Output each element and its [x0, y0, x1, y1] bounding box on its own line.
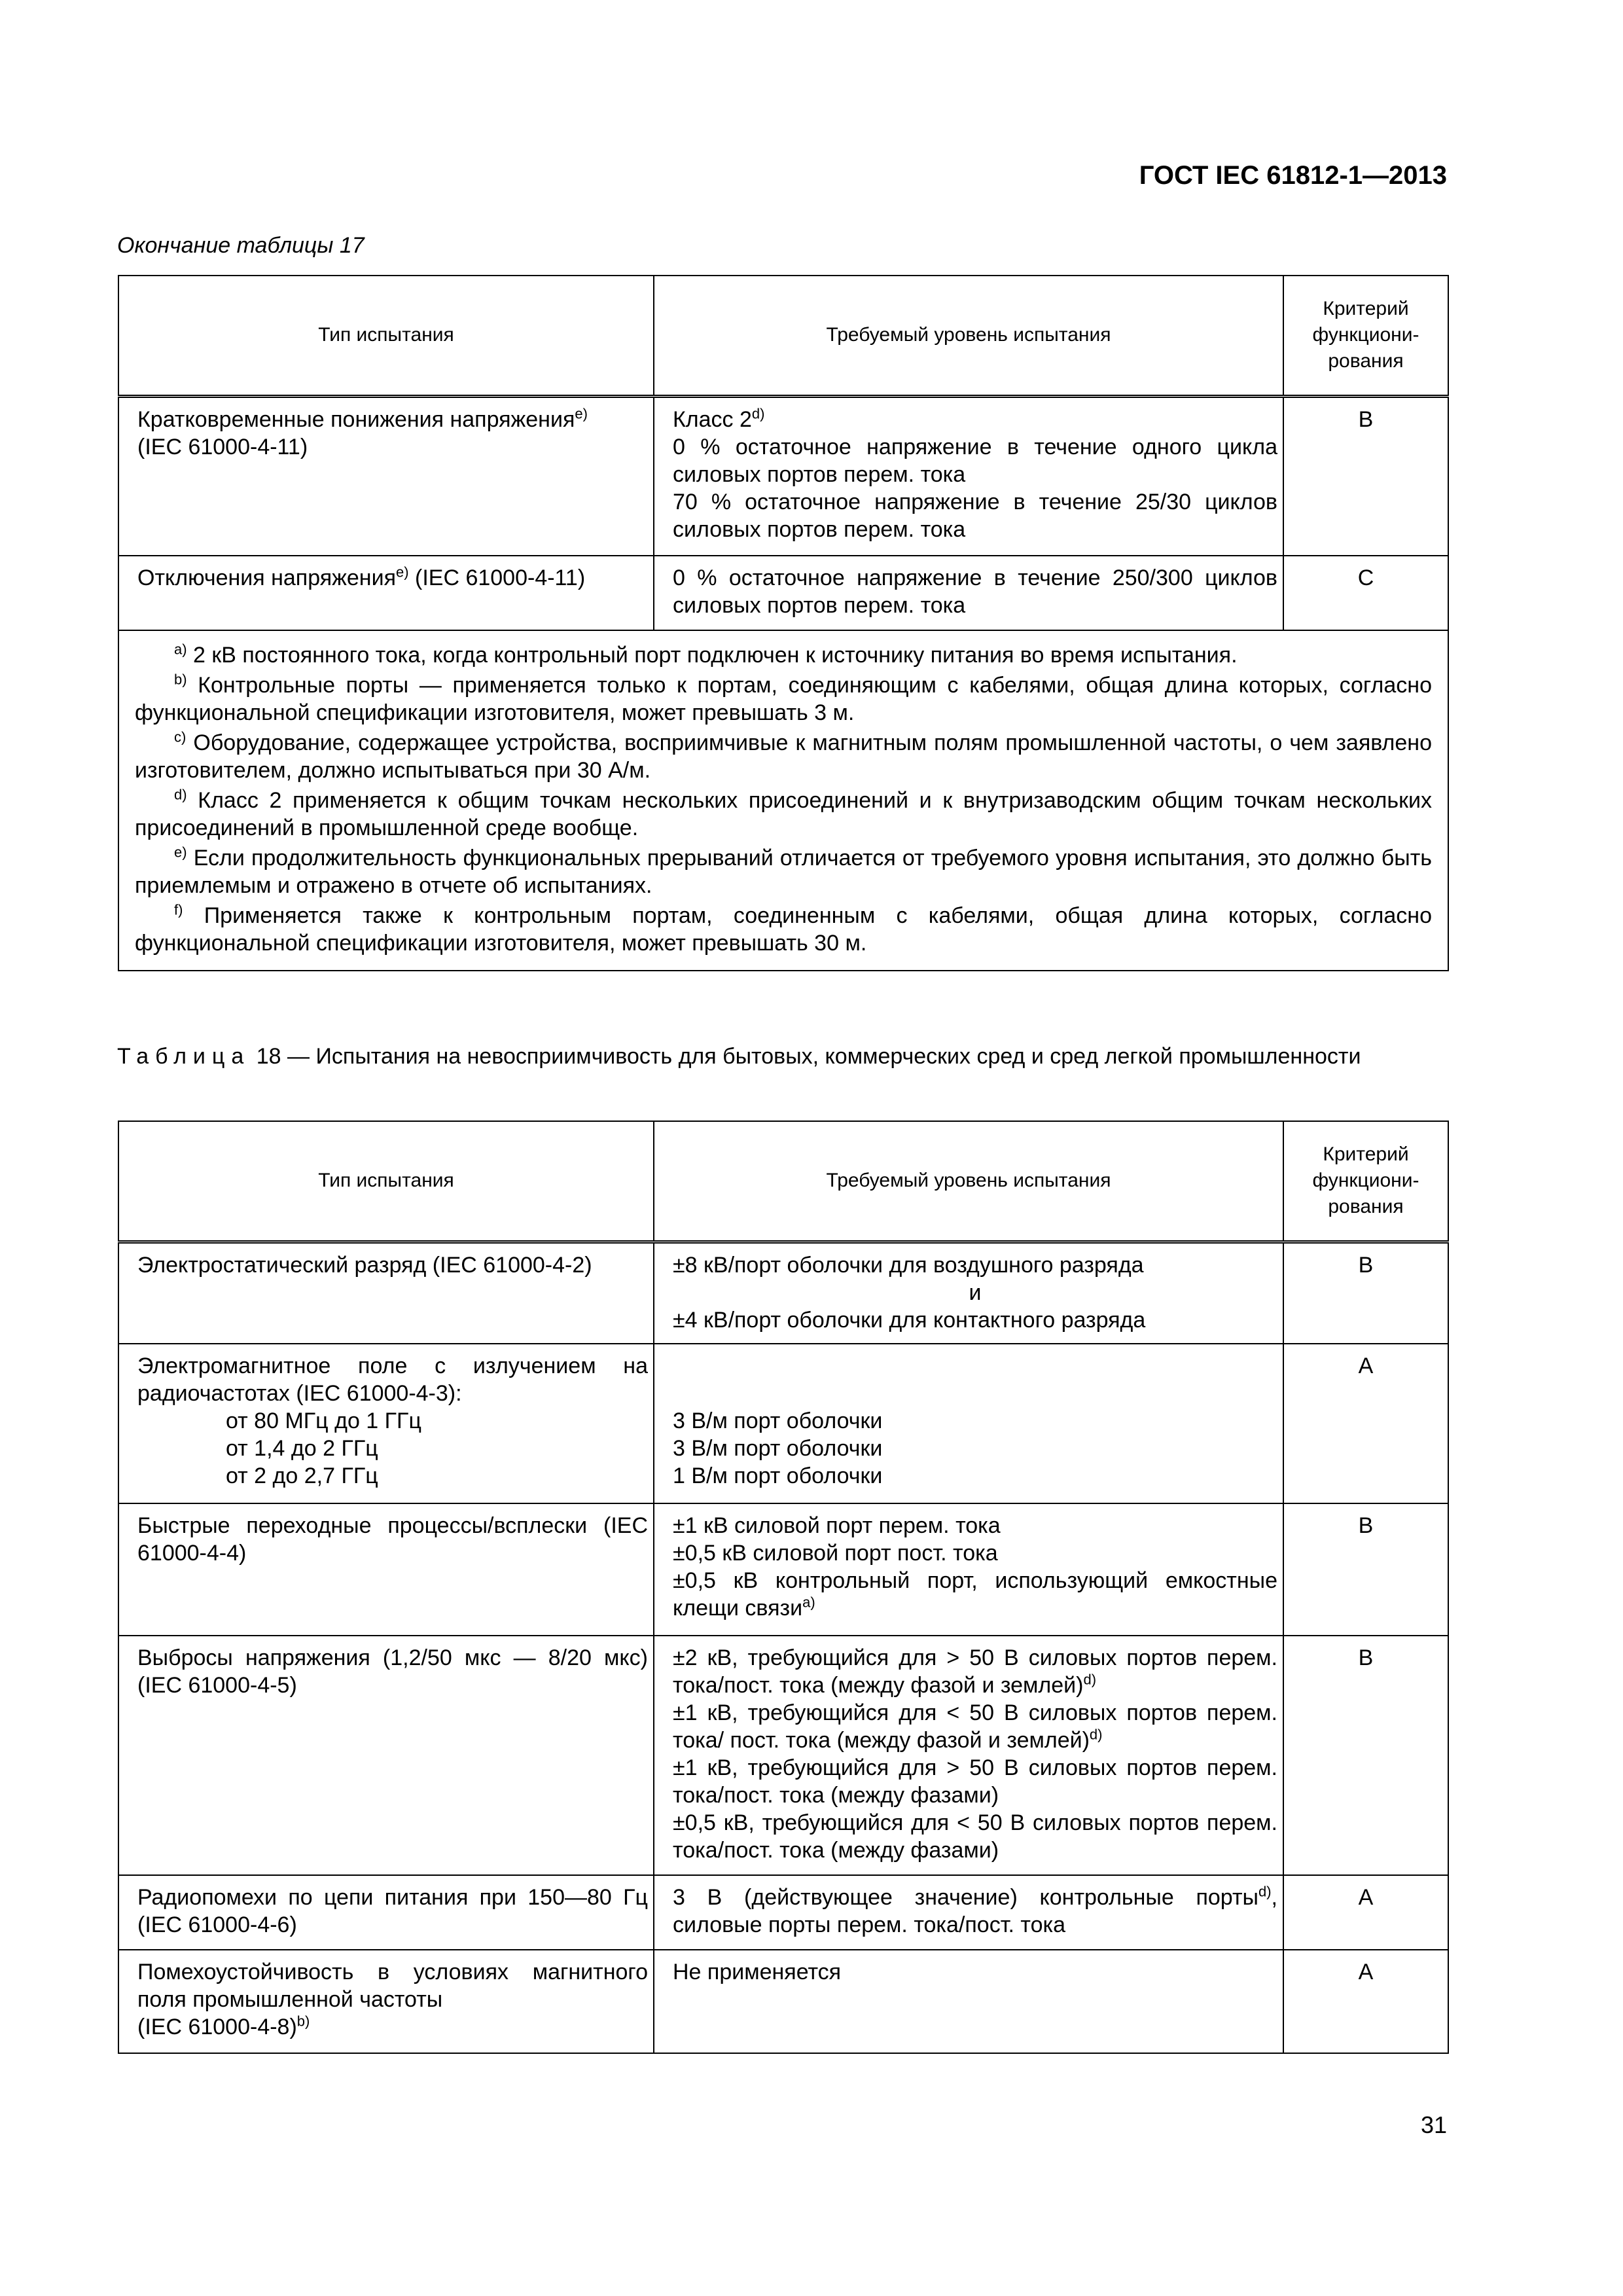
cell-required-level	[654, 1636, 1283, 1875]
table-row	[118, 1503, 1448, 1636]
footnote-text: Применяется также к контрольным портам, соединенным с кабелями, общая длина которых, согласно функциональной спецификации изготовителя, может превышать 30 м.	[135, 903, 1432, 956]
notes-row	[118, 630, 1448, 971]
cell-criterion: A	[1283, 1875, 1448, 1950]
cell-criterion: A	[1283, 1344, 1448, 1503]
test-type-text: Отключения напряжения	[137, 565, 396, 590]
cell-required-level	[654, 1875, 1283, 1950]
level-line: ±1 кВ силовой порт перем. тока	[673, 1513, 1001, 1538]
cell-test-type	[118, 1344, 654, 1503]
test-type-ref	[137, 2013, 648, 2041]
level-text: ±1 кВ, требующийся для < 50 В силовых портов перем. тока/ пост. тока (между фазой и землей)	[673, 1700, 1277, 1753]
test-type-text: Электромагнитное поле с излучением на радиочастотах (IEC 61000-4-3):	[137, 1354, 648, 1406]
footnote	[135, 787, 1432, 842]
table-row	[118, 556, 1448, 630]
table-17-notes	[118, 630, 1448, 971]
table-header-row	[118, 276, 1448, 396]
footnote-mark: d)	[1083, 1671, 1097, 1688]
level-line: 0 % остаточное напряжение в течение одного цикла силовых портов перем. тока	[673, 434, 1277, 487]
cell-required-level: 0 % остаточное напряжение в течение 250/300 циклов силовых портов перем. тока	[654, 556, 1283, 630]
level-line: ±0,5 кВ, требующийся для < 50 В силовых портов перем. тока/пост. тока (между фазами)	[673, 1810, 1277, 1863]
level-line: ±0,5 кВ силовой порт пост. тока	[673, 1541, 998, 1566]
footnote-mark: e)	[575, 405, 588, 422]
page-number: 31	[1420, 2111, 1447, 2138]
table-18-caption	[117, 1042, 1447, 1071]
footnote-mark: a)	[802, 1594, 815, 1611]
level-line: 3 В/м порт оболочки	[673, 1408, 883, 1433]
footnote-mark: f)	[174, 901, 183, 918]
footnote-text: Контрольные порты — применяется только к портам, соединяющим с кабелями, общая длина которых, согласно функциональной спецификации изготовителя, может превышать 3 м.	[135, 673, 1432, 725]
table-row	[118, 1242, 1448, 1344]
footnote	[135, 672, 1432, 726]
level-text: 3 В (действующее значение) контрольные порты	[673, 1885, 1258, 1910]
table-row	[118, 1950, 1448, 2053]
column-header-test-type: Тип испытания	[118, 276, 654, 396]
table-row	[118, 1344, 1448, 1503]
footnote-text: Класс 2 применяется к общим точкам нескольких присоединений и к внутризаводским общим точкам нескольких присоединений в промышленной среде вообще.	[135, 788, 1432, 840]
level-line	[673, 1567, 1277, 1622]
level-conjunction: и	[969, 1280, 982, 1305]
footnote	[135, 641, 1432, 669]
footnote-mark: d)	[1089, 1726, 1103, 1743]
footnote-mark: a)	[174, 641, 187, 658]
footnote-mark: d)	[1258, 1883, 1272, 1900]
level-line: ±1 кВ, требующийся для > 50 В силовых портов перем. тока/пост. тока (между фазами)	[673, 1755, 1277, 1808]
level-line: ±8 кВ/порт оболочки для воздушного разряда	[673, 1252, 1144, 1278]
table-18	[118, 1121, 1449, 2054]
level-line: 70 % остаточное напряжение в течение 25/30 циклов силовых портов перем. тока	[673, 489, 1277, 542]
footnote-mark: b)	[174, 671, 187, 688]
cell-criterion: C	[1283, 556, 1448, 630]
table-17-caption: Окончание таблицы 17	[117, 233, 365, 258]
cell-required-level	[654, 1503, 1283, 1636]
cell-criterion: B	[1283, 1242, 1448, 1344]
cell-required-level	[654, 1242, 1283, 1344]
frequency-range: от 1,4 до 2 ГГц	[226, 1436, 378, 1461]
table-18-caption-label: Таблица	[117, 1044, 251, 1069]
footnote-text: Если продолжительность функциональных прерываний отличается от требуемого уровня испытания, это должно быть приемлемым и отражено в отчете об испытаниях.	[135, 846, 1432, 898]
table-row	[118, 1875, 1448, 1950]
level-line: 3 В/м порт оболочки	[673, 1436, 883, 1461]
column-header-test-type: Тип испытания	[118, 1121, 654, 1242]
footnote-mark: e)	[395, 564, 409, 581]
column-header-required-level: Требуемый уровень испытания	[654, 1121, 1283, 1242]
level-text: , силовые порты перем. тока/пост. тока	[673, 1885, 1277, 1937]
cell-required-level	[654, 1344, 1283, 1503]
level-head: Класс 2	[673, 406, 752, 432]
column-header-criterion: Критерий функциони-рования	[1283, 276, 1448, 396]
table-row	[118, 396, 1448, 556]
cell-criterion: A	[1283, 1950, 1448, 2053]
cell-test-type	[118, 396, 654, 556]
cell-test-type: Радиопомехи по цепи питания при 150—80 Гц (IEC 61000-4-6)	[118, 1875, 654, 1950]
footnote	[135, 729, 1432, 784]
footnote	[135, 902, 1432, 957]
footnote-mark: d)	[751, 405, 765, 422]
footnote-mark: b)	[296, 2013, 310, 2030]
cell-test-type	[118, 1950, 654, 2053]
level-line: ±4 кВ/порт оболочки для контактного разряда	[673, 1307, 1146, 1333]
level-line	[673, 1644, 1277, 1699]
frequency-range: от 80 МГц до 1 ГГц	[226, 1408, 421, 1433]
level-line	[673, 1699, 1277, 1754]
frequency-range: от 2 до 2,7 ГГц	[226, 1463, 378, 1488]
cell-test-type: Электростатический разряд (IEC 61000-4-2)	[118, 1242, 654, 1344]
cell-criterion: B	[1283, 1636, 1448, 1875]
table-17	[118, 275, 1449, 971]
footnote-mark: d)	[174, 786, 187, 803]
table-header-row	[118, 1121, 1448, 1242]
cell-required-level: Не применяется	[654, 1950, 1283, 2053]
cell-required-level	[654, 396, 1283, 556]
cell-test-type: Выбросы напряжения (1,2/50 мкс — 8/20 мкс) (IEC 61000-4-5)	[118, 1636, 654, 1875]
table-18-caption-text: 18 — Испытания на невосприимчивость для бытовых, коммерческих сред и сред легкой промышленности	[250, 1044, 1361, 1069]
cell-criterion: B	[1283, 1503, 1448, 1636]
column-header-criterion: Критерий функциони-рования	[1283, 1121, 1448, 1242]
level-line: 1 В/м порт оболочки	[673, 1463, 883, 1488]
footnote-mark: c)	[174, 728, 187, 745]
cell-test-type	[118, 556, 654, 630]
footnote-mark: e)	[174, 844, 187, 861]
column-header-required-level: Требуемый уровень испытания	[654, 276, 1283, 396]
test-type-text: Кратковременные понижения напряжения	[137, 406, 575, 432]
level-text: ±0,5 кВ контрольный порт, использующий емкостные клещи связи	[673, 1568, 1277, 1621]
footnote-text: Оборудование, содержащее устройства, восприимчивые к магнитным полям промышленной частоты, о чем заявлено изготовителем, должно испытываться при 30 А/м.	[135, 730, 1432, 783]
test-type-ref: (IEC 61000-4-11)	[137, 434, 308, 459]
cell-criterion: B	[1283, 396, 1448, 556]
footnote-text: 2 кВ постоянного тока, когда контрольный порт подключен к источнику питания во время испытания.	[193, 643, 1238, 668]
level-text: ±2 кВ, требующийся для > 50 В силовых портов перем. тока/пост. тока (между фазой и землей)	[673, 1645, 1277, 1698]
test-type-ref: (IEC 61000-4-11)	[415, 565, 586, 590]
table-row	[118, 1636, 1448, 1875]
test-type-ref-text: (IEC 61000-4-8)	[137, 2015, 297, 2039]
test-type-text: Помехоустойчивость в условиях магнитного поля промышленной частоты	[137, 1960, 648, 2012]
footnote	[135, 844, 1432, 899]
standard-designation: ГОСТ IEC 61812-1—2013	[1139, 161, 1447, 190]
cell-test-type: Быстрые переходные процессы/всплески (IEC 61000-4-4)	[118, 1503, 654, 1636]
